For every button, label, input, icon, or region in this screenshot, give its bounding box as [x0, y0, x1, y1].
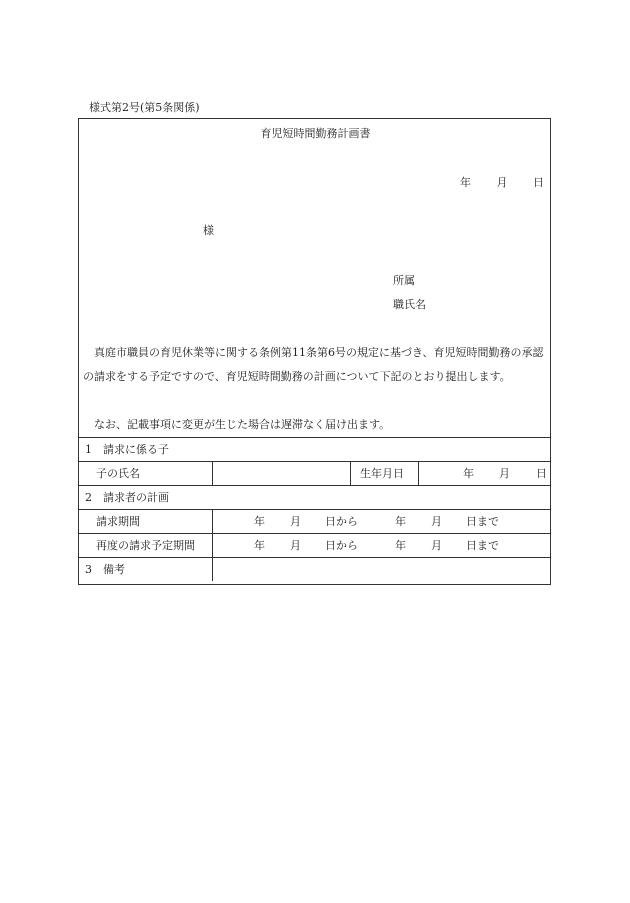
request-start-month: 月	[290, 515, 301, 528]
form-box	[78, 118, 551, 585]
date-year: 年	[460, 176, 471, 189]
addressee-honorific: 様	[203, 224, 214, 237]
child-name-label: 子の氏名	[96, 467, 140, 480]
request-period-field[interactable]	[213, 510, 550, 533]
request-period-label: 請求期間	[96, 515, 140, 528]
birth-day: 日	[536, 467, 547, 480]
re-request-end-month: 月	[431, 539, 442, 552]
table-row-section3	[79, 557, 550, 581]
re-request-period-label: 再度の請求予定期間	[96, 539, 195, 552]
section2-number: 2	[85, 491, 92, 504]
birth-year: 年	[463, 467, 474, 480]
submission-date	[460, 174, 544, 190]
section1-label: 請求に係る子	[103, 443, 169, 456]
remarks-field[interactable]	[213, 558, 550, 581]
re-request-end-year: 年	[395, 539, 406, 552]
section2-heading	[85, 486, 169, 509]
table-row-section2	[79, 485, 550, 509]
request-end-month: 月	[431, 515, 442, 528]
request-end-day: 日まで	[466, 515, 499, 528]
request-start-day: 日から	[325, 515, 358, 528]
table-row-section1	[79, 437, 550, 461]
table-row-re-request-period	[79, 533, 550, 557]
section3-label: 備考	[103, 563, 125, 576]
details-table	[79, 437, 550, 581]
birth-date-label: 生年月日	[360, 467, 404, 480]
re-request-start-day: 日から	[325, 539, 358, 552]
column-divider	[350, 462, 351, 485]
child-name-field[interactable]	[213, 462, 350, 485]
section3-heading	[85, 558, 125, 581]
body-text: 真庭市職員の育児休業等に関する条例第11条第6号の規定に基づき、育児短時間勤務の承認の請求をする予定ですので、育児短時間勤務の計画について下記のとおり提出します。	[83, 346, 544, 383]
document-title: 育児短時間勤務計画書	[260, 127, 371, 140]
notice-text: なお、記載事項に変更が生じた場合は遅滞なく届け出ます。	[94, 418, 391, 431]
re-request-start-month: 月	[290, 539, 301, 552]
re-request-end-day: 日まで	[466, 539, 499, 552]
staff-name-label: 職氏名	[393, 298, 426, 311]
re-request-start-year: 年	[254, 539, 265, 552]
request-end-year: 年	[395, 515, 406, 528]
section2-label: 請求者の計画	[103, 491, 169, 504]
birth-month: 月	[499, 467, 510, 480]
date-day: 日	[533, 176, 544, 189]
birth-date-field[interactable]	[419, 462, 550, 485]
request-start-year: 年	[254, 515, 265, 528]
form-number: 様式第2号(第5条関係)	[89, 101, 200, 114]
affiliation-label: 所属	[393, 274, 415, 287]
section1-heading	[85, 438, 169, 461]
date-month: 月	[496, 176, 508, 189]
table-row-request-period	[79, 509, 550, 533]
section3-number: 3	[85, 563, 92, 576]
table-row-child	[79, 461, 550, 485]
re-request-period-field[interactable]	[213, 534, 550, 557]
section1-number: 1	[85, 443, 92, 456]
